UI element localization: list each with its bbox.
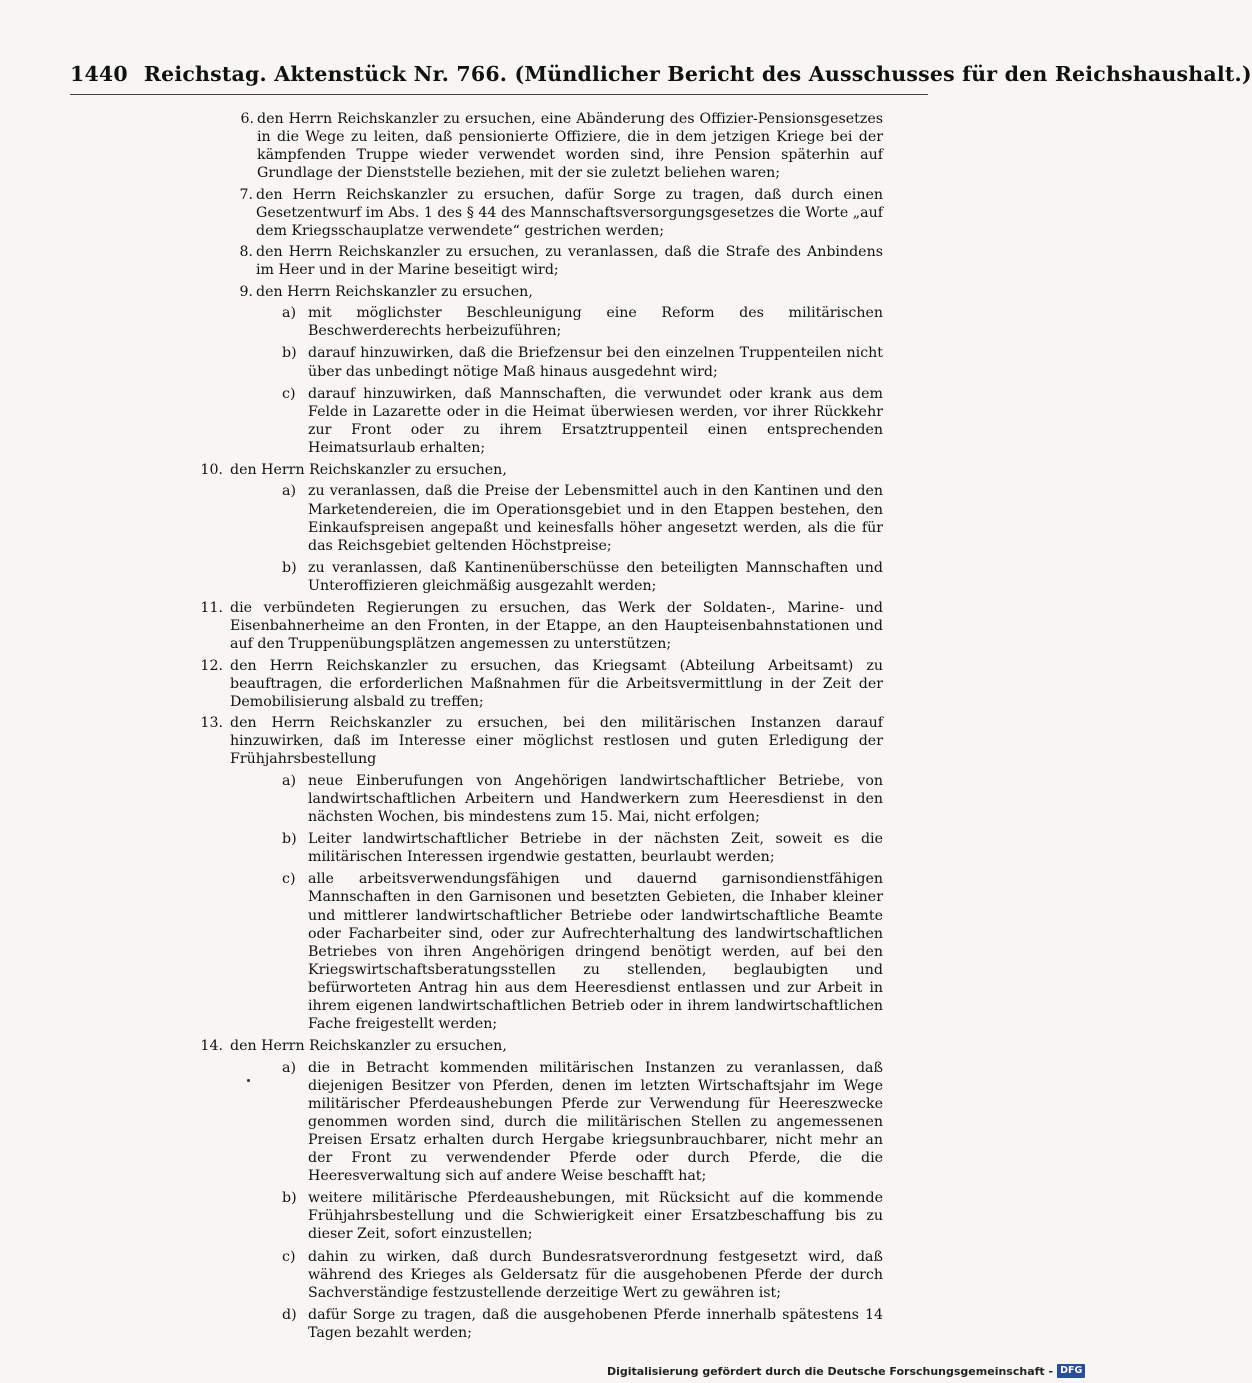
sub-item-label: b) <box>282 1190 297 1207</box>
sub-item <box>282 1059 883 1186</box>
sub-item-label: b) <box>282 559 297 576</box>
list-item <box>240 110 883 182</box>
item-text: den Herrn Reichskanzler zu ersuchen, bei den militärischen Instanzen darauf hinzuwirken, daß im Interesse einer möglichst restlosen und guten Erledigung der Frühjahrsbestellung <box>230 715 883 768</box>
sub-item-label: c) <box>282 871 296 888</box>
item-number: 10. <box>200 461 223 478</box>
sub-item-text: darauf hinzuwirken, daß die Briefzensur bei den einzelnen Truppenteilen nicht über das unbedingt nötige Maß hinaus ausgedehnt wird; <box>308 345 883 380</box>
print-speck <box>247 1079 250 1082</box>
header-rule <box>70 94 928 95</box>
sub-item-text: weitere militärische Pferdeaushebungen, mit Rücksicht auf die kommende Frühjahrsbestellung und die Schwierigkeit einer Ersatzbeschaffung bis zu dieser Zeit, sofort einzustellen; <box>308 1190 883 1243</box>
sub-item-label: a) <box>282 772 296 789</box>
list-item <box>200 657 883 711</box>
sub-item <box>282 344 883 380</box>
item-text: den Herrn Reichskanzler zu ersuchen, <box>230 1038 507 1055</box>
sub-item-text: alle arbeitsverwendungsfähigen und dauernd garnisondienstfähigen Mannschaften in den Garnisonen und besetzten Gebieten, die Inhaber kleiner und mittlerer landwirtschaftlicher Betriebe oder landwirtschaftliche Beamte oder Facharbeiter sind, oder zur Aufrechterhaltung des landwirtschaftlichen Betriebes von ihren Angehörigen dringend benötigt werden, auf bei den Kriegswirtschaftsberatungsstellen zu stellenden, beglaubigten und befürworteten Antrag hin aus dem Heeresdienst entlassen und zur Arbeit in ihrem eigenen landwirtschaftlichen Betrieb oder in ihrem landwirtschaftlichen Fache freigestellt werden; <box>308 871 883 1033</box>
sub-item-text: neue Einberufungen von Angehörigen landwirtschaftlicher Betriebe, von landwirtschaftlichen Arbeitern und Handwerkern zum Heeresdienst in den nächsten Wochen, bis mindestens zum 15. Mai, nicht erfolgen; <box>308 772 883 826</box>
item-number: 12. <box>200 657 223 674</box>
item-number: 9. <box>239 283 253 300</box>
item-text: die verbündeten Regierungen zu ersuchen, das Werk der Soldaten-, Marine- und Eisenbahnerheime an den Fronten, in der Etappe, an den Haupteisenbahnstationen und auf den Truppenübungsplätzen angemessen zu unterstützen; <box>230 600 883 653</box>
sub-item-text: darauf hinzuwirken, daß Mannschaften, die verwundet oder krank aus dem Felde in Lazarette oder in die Heimat überwiesen werden, vor ihrer Rückkehr zur Front oder zu ihrem Ersatztruppenteil einen entsprechenden Heimatsurlaub erhalten; <box>308 385 883 456</box>
sub-item-text: zu veranlassen, daß Kantinenüberschüsse den beteiligten Mannschaften und Unteroffizieren gleichmäßig ausgezahlt werden; <box>308 559 883 594</box>
sub-item-label: a) <box>282 1059 296 1076</box>
sub-item-text: zu veranlassen, daß die Preise der Lebensmittel auch in den Kantinen und den Marketendereien, die im Operationsgebiet und in den Etappen bestehen, den Einkaufspreisen angepaßt und keinesfalls höher angesetzt werden, als die für das Reichsgebiet geltenden Höchstpreise; <box>308 483 883 554</box>
page-header <box>70 62 1252 86</box>
item-number: 13. <box>200 715 223 732</box>
credit-text: Digitalisierung gefördert durch die Deutsche Forschungsgemeinschaft - <box>607 1364 1054 1378</box>
resolution-list <box>200 110 883 1346</box>
page-number: 1440 <box>70 62 128 86</box>
sub-item-label: c) <box>282 1248 296 1265</box>
item-number: 6. <box>240 111 254 127</box>
sub-item-label: d) <box>282 1306 297 1323</box>
list-item <box>239 243 883 279</box>
sub-item-label: a) <box>282 483 296 500</box>
item-text: den Herrn Reichskanzler zu ersuchen, das Kriegsamt (Abteilung Arbeitsamt) zu beauftragen, die erforderlichen Maßnahmen für die Arbeitsvermittlung in der Zeit der Demobilisierung alsbald zu treffen; <box>230 657 883 710</box>
sub-item-text: die in Betracht kommenden militärischen Instanzen zu veranlassen, daß diejenigen Besitzer von Pferden, denen im letzten Wirtschaftsjahr im Wege militärischer Pferdeaushebungen Pferde zur Verwendung für Heereszwecke genommen worden sind, durch die militärischen Stellen zu angemessenen Preisen Ersatz erhalten durch Hergabe kriegsunbrauchbarer, nicht mehr an der Front zu verwendender Pferde oder durch Pferde, die die Heeresverwaltung sich auf andere Weise beschafft hat; <box>308 1059 883 1185</box>
list-item <box>200 1037 883 1342</box>
sub-item-text: Leiter landwirtschaftlicher Betriebe in der nächsten Zeit, soweit es die militärischen Interessen irgendwie gestatten, beurlaubt werden; <box>308 831 883 866</box>
sub-item-text: dafür Sorge zu tragen, daß die ausgehobenen Pferde innerhalb spätestens 14 Tagen bezahlt werden; <box>308 1306 883 1341</box>
item-number: 14. <box>200 1038 223 1055</box>
sub-item-label: c) <box>282 385 296 402</box>
list-item <box>200 599 883 653</box>
sub-item <box>282 482 883 554</box>
sub-item <box>282 772 883 826</box>
item-text: den Herrn Reichskanzler zu ersuchen, dafür Sorge zu tragen, daß durch einen Gesetzentwurf im Abs. 1 des § 44 des Mannschaftsversorgungsgesetzes die Worte „auf dem Kriegsschauplatze verwendete“ gestrichen werden; <box>256 186 883 239</box>
item-text: den Herrn Reichskanzler zu ersuchen, zu veranlassen, daß die Strafe des Anbindens im Heer und in der Marine beseitigt wird; <box>256 244 883 279</box>
sub-item <box>282 870 883 1033</box>
list-item <box>200 714 883 1033</box>
item-number: 7. <box>239 186 253 203</box>
running-title: Reichstag. Aktenstück Nr. 766. (Mündlicher Bericht des Ausschusses für den Reichshaushalt.) <box>143 62 1252 86</box>
sub-item <box>282 1306 883 1342</box>
item-number: 8. <box>239 244 253 261</box>
sub-item <box>282 830 883 866</box>
sub-item <box>282 304 883 340</box>
item-number: 11. <box>200 600 223 617</box>
sub-item-label: b) <box>282 831 297 848</box>
sub-item-text: dahin zu wirken, daß durch Bundesratsverordnung festgesetzt wird, daß während des Krieges als Geldersatz für die ausgehobenen Pferde der durch Sachverständige festzustellende derzeitige Wert zu gewähren ist; <box>308 1248 883 1301</box>
dfg-logo-icon: DFG <box>1057 1364 1085 1378</box>
sub-item-label: b) <box>282 345 297 362</box>
list-item <box>239 283 883 457</box>
item-text: den Herrn Reichskanzler zu ersuchen, <box>230 461 507 478</box>
sub-item <box>282 1189 883 1243</box>
sub-item <box>282 559 883 595</box>
digitization-credit <box>607 1364 1083 1378</box>
sub-item <box>282 1248 883 1302</box>
sub-item <box>282 385 883 457</box>
item-text: den Herrn Reichskanzler zu ersuchen, eine Abänderung des Offizier-Pensionsgesetzes in die Wege zu leiten, daß pensionierte Offiziere, die in dem jetzigen Kriege bei der kämpfenden Truppe wieder verwendet worden sind, ihre Pension späterhin auf Grundlage der Dienststelle beziehen, mit der sie zuletzt beliehen waren; <box>257 111 883 182</box>
sub-item-text: mit möglichster Beschleunigung eine Reform des militärischen Beschwerderechts herbeizuführen; <box>308 305 883 340</box>
list-item <box>239 186 883 240</box>
list-item <box>200 461 883 595</box>
sub-item-label: a) <box>282 305 296 322</box>
item-text: den Herrn Reichskanzler zu ersuchen, <box>256 283 533 300</box>
